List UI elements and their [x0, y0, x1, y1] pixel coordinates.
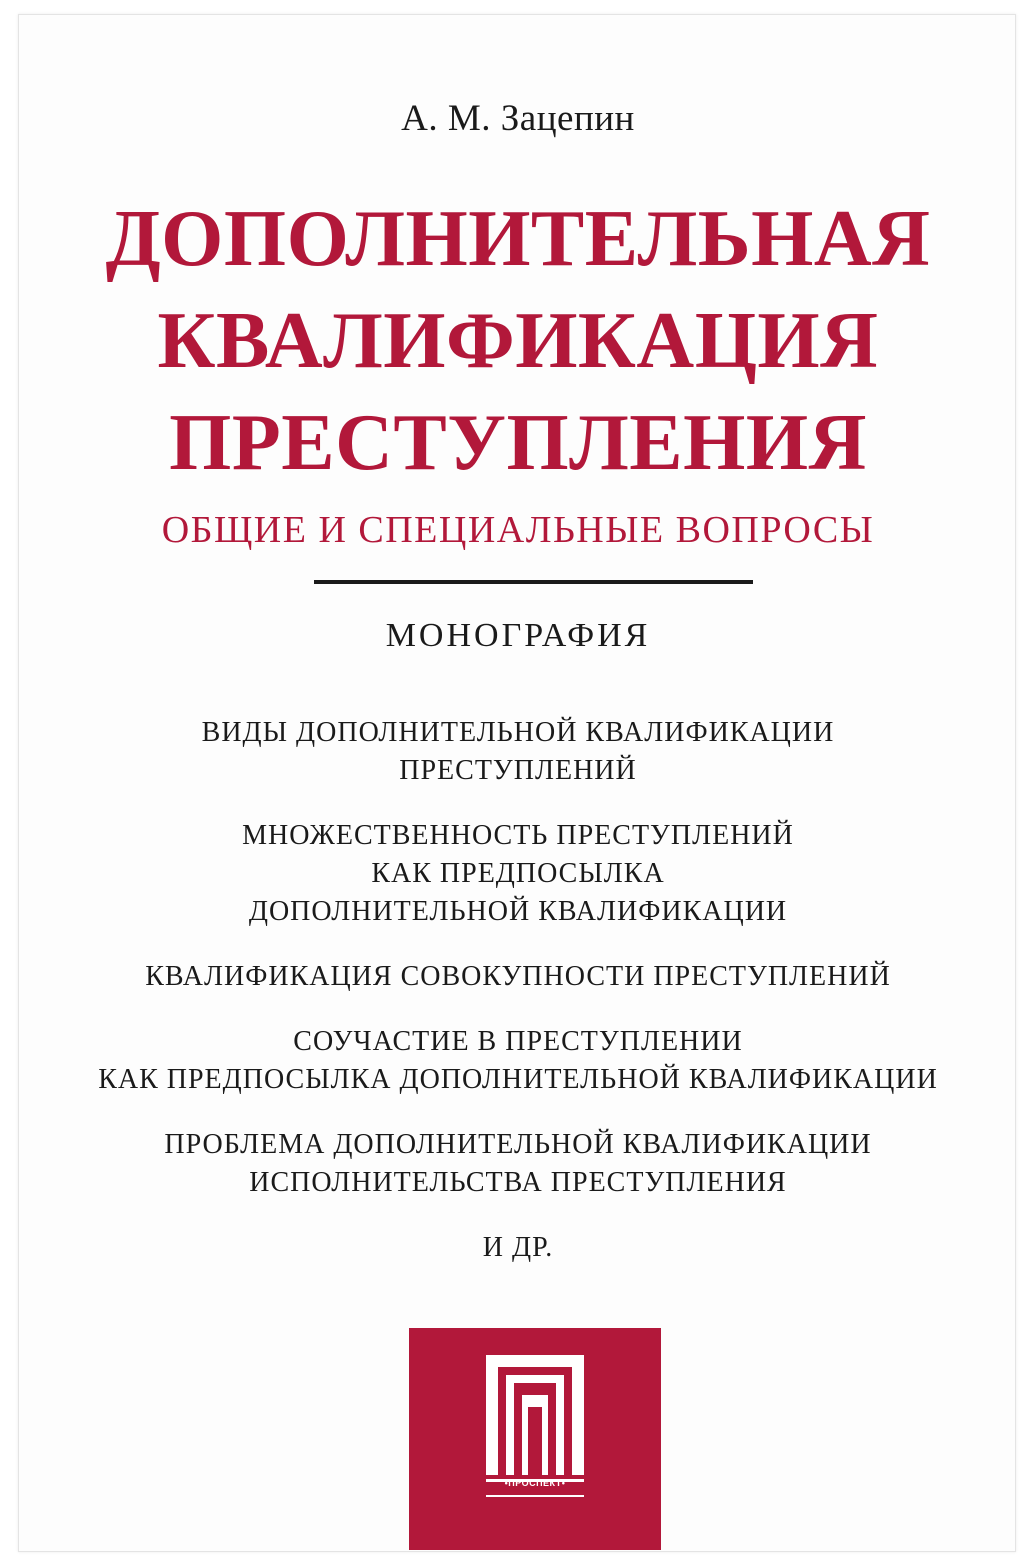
- topic-item: СОУЧАСТИЕ В ПРЕСТУПЛЕНИИ КАК ПРЕДПОСЫЛКА ДОПОЛНИТЕЛЬНОЙ КВАЛИФИКАЦИИ: [98, 1026, 938, 1095]
- book-title: [0, 188, 1036, 494]
- divider-rule: [314, 580, 753, 584]
- genre-label: МОНОГРАФИЯ: [385, 617, 651, 654]
- book-subtitle: ОБЩИЕ И СПЕЦИАЛЬНЫЕ ВОПРОСЫ: [161, 509, 875, 551]
- topic-item: КВАЛИФИКАЦИЯ СОВОКУПНОСТИ ПРЕСТУПЛЕНИЙ: [145, 961, 891, 992]
- title-line-1: ДОПОЛНИТЕЛЬНАЯ: [105, 195, 931, 283]
- title-line-3: ПРЕСТУПЛЕНИЯ: [169, 399, 867, 487]
- topic-item-etc: И ДР.: [482, 1232, 554, 1263]
- publisher-name: •ПРОСПЕКТ•: [504, 1478, 566, 1488]
- topic-item: МНОЖЕСТВЕННОСТЬ ПРЕСТУПЛЕНИЙ КАК ПРЕДПОСЫЛКА ДОПОЛНИТЕЛЬНОЙ КВАЛИФИКАЦИИ: [242, 820, 794, 927]
- topic-item: ПРОБЛЕМА ДОПОЛНИТЕЛЬНОЙ КВАЛИФИКАЦИИ ИСПОЛНИТЕЛЬСТВА ПРЕСТУПЛЕНИЯ: [164, 1129, 872, 1198]
- publisher-block: [409, 1328, 661, 1550]
- topic-item: ВИДЫ ДОПОЛНИТЕЛЬНОЙ КВАЛИФИКАЦИИ ПРЕСТУПЛЕНИЙ: [201, 717, 835, 786]
- title-line-2: КВАЛИФИКАЦИЯ: [157, 297, 879, 385]
- topics-list: [0, 714, 1036, 1294]
- author-name: А. М. Зацепин: [401, 98, 635, 139]
